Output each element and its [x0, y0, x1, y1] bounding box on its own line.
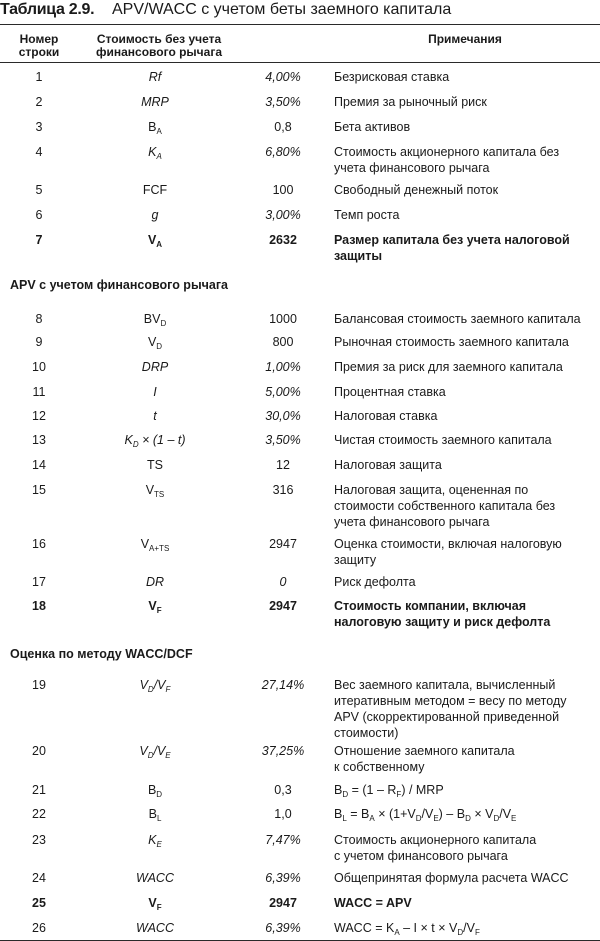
row-value: 6,39% [265, 871, 301, 885]
row-number: 17 [32, 575, 46, 589]
formula-symbol: V [148, 599, 157, 613]
row-value: 100 [272, 183, 294, 197]
row-value: 12 [276, 458, 290, 472]
formula-symbol: V [145, 483, 155, 497]
note-line: учета финансового рычага [334, 515, 490, 529]
formula-subscript: A [156, 127, 162, 136]
row-note [334, 743, 596, 775]
note-text: B [334, 783, 343, 797]
note-text: /V [499, 807, 512, 821]
formula-symbol: DRP [141, 360, 169, 374]
formula-symbol: V [148, 896, 157, 910]
top-rule [0, 24, 600, 25]
row-note [334, 832, 596, 864]
note-subscript: D [342, 790, 349, 799]
row-number: 14 [32, 458, 46, 472]
row-formula [90, 598, 220, 614]
row-formula [90, 574, 220, 590]
formula-subscript: D [156, 790, 163, 799]
row-number: 23 [32, 833, 46, 847]
row-formula [90, 69, 220, 85]
row-formula [90, 311, 220, 327]
row-note [334, 408, 596, 424]
row-note [334, 536, 596, 568]
row-formula [90, 94, 220, 110]
row-note [334, 574, 596, 590]
row-formula [90, 536, 220, 552]
note-line: Свободный денежный поток [334, 183, 499, 197]
row-number: 20 [32, 744, 46, 758]
note-text: ) – B [438, 807, 466, 821]
formula-subscript: F [156, 903, 162, 912]
formula-symbol: DR [145, 575, 165, 589]
formula-subscript: A [156, 240, 163, 249]
note-line: Вес заемного капитала, вычисленный [334, 678, 556, 692]
row-note [334, 207, 596, 223]
note-line: Процентная ставка [334, 385, 446, 399]
note-text: B [334, 807, 343, 821]
row-value: 6,80% [265, 145, 301, 159]
row-number: 25 [32, 896, 46, 910]
row-number: 19 [32, 678, 46, 692]
note-text: × (1+V [374, 807, 416, 821]
row-formula [90, 232, 220, 248]
row-formula [90, 359, 220, 375]
note-subscript: A [394, 928, 400, 937]
row-value: 30,0% [265, 409, 301, 423]
note-line: Общепринятая формула расчета WACC [334, 871, 569, 885]
row-value: 316 [272, 483, 294, 497]
row-number: 2 [35, 95, 43, 109]
note-line: итеративным методом = весу по методу [334, 694, 567, 708]
formula-symbol: V [140, 537, 150, 551]
note-text: WACC = K [334, 921, 395, 935]
row-note [334, 895, 596, 911]
row-note [334, 677, 596, 741]
formula-subscript: TS [154, 490, 165, 499]
row-value: 6,39% [265, 921, 301, 935]
formula-symbol: V [139, 744, 148, 758]
formula-symbol: V [147, 335, 157, 349]
note-line: Безрисковая ставка [334, 70, 450, 84]
formula-subscript: D [160, 319, 167, 328]
header-cost-line2: финансового рычага [96, 45, 222, 59]
note-line: Премия за рыночный риск [334, 95, 487, 109]
row-formula [90, 144, 220, 160]
formula-symbol: K [124, 433, 133, 447]
note-subscript: A [369, 814, 375, 823]
row-number: 7 [35, 233, 43, 247]
note-line: Риск дефолта [334, 575, 416, 589]
formula-symbol: t [153, 409, 157, 423]
formula-symbol: B [147, 783, 157, 797]
row-formula [90, 806, 220, 822]
row-note [334, 94, 596, 110]
note-line: с учетом финансового рычага [334, 849, 508, 863]
row-note [334, 182, 596, 198]
note-line: WACC = APV [334, 896, 412, 910]
note-line: стоимости) [334, 726, 399, 740]
formula-subscript: D [147, 685, 154, 694]
formula-symbol: TS [147, 458, 163, 472]
row-number: 16 [32, 537, 46, 551]
note-text: – I × t × V [399, 921, 458, 935]
note-subscript: D [493, 814, 500, 823]
row-number: 10 [32, 360, 46, 374]
row-number: 8 [35, 312, 43, 326]
formula-symbol: I [153, 385, 157, 399]
note-line: Отношение заемного капитала [334, 744, 515, 758]
header-cost [88, 33, 230, 59]
row-formula [90, 870, 220, 886]
row-number: 21 [32, 783, 46, 797]
header-rule [0, 62, 600, 63]
row-value: 2632 [269, 233, 297, 247]
header-row-number [14, 33, 64, 59]
row-value: 27,14% [261, 678, 305, 692]
row-note [334, 334, 596, 350]
row-formula [90, 482, 220, 498]
row-formula [90, 384, 220, 400]
note-line: Стоимость акционерного капитала [334, 833, 537, 847]
row-note [334, 144, 596, 176]
note-subscript: D [415, 814, 422, 823]
note-line: Темп роста [334, 208, 400, 222]
note-text: = B [346, 807, 370, 821]
note-line: Рыночная стоимость заемного капитала [334, 335, 569, 349]
note-line: Чистая стоимость заемного капитала [334, 433, 552, 447]
row-number: 4 [35, 145, 43, 159]
row-note [334, 432, 596, 448]
note-line: Стоимость акционерного капитала без [334, 145, 560, 159]
note-line: Налоговая защита [334, 458, 442, 472]
row-value: 1,00% [265, 360, 301, 374]
note-text: /V [463, 921, 475, 935]
row-number: 1 [35, 70, 43, 84]
row-value: 1,0 [274, 807, 292, 821]
row-value: 1000 [269, 312, 297, 326]
section-heading-wacc: Оценка по методу WACC/DCF [10, 647, 193, 661]
row-note [334, 782, 596, 798]
note-text: × V [470, 807, 494, 821]
row-note [334, 870, 596, 886]
row-formula [90, 920, 220, 936]
row-number: 3 [35, 120, 43, 134]
note-line: Премия за риск для заемного капитала [334, 360, 563, 374]
row-number: 12 [32, 409, 46, 423]
note-subscript: F [396, 790, 402, 799]
row-note [334, 384, 596, 400]
note-subscript: D [457, 928, 464, 937]
formula-subscript: F [156, 606, 162, 615]
row-value: 2947 [269, 896, 297, 910]
formula-symbol: V [139, 678, 148, 692]
note-line: стоимости собственного капитала без [334, 499, 556, 513]
row-formula [90, 182, 220, 198]
formula-tail: × (1 – t) [138, 433, 186, 447]
row-value: 4,00% [265, 70, 301, 84]
formula-symbol: Rf [148, 70, 162, 84]
note-line: Размер капитала без учета налоговой [334, 233, 570, 247]
section-heading-apv: APV с учетом финансового рычага [10, 278, 228, 292]
row-value: 5,00% [265, 385, 301, 399]
header-row-number-line2: строки [18, 45, 60, 59]
row-formula [90, 432, 220, 448]
note-line: Балансовая стоимость заемного капитала [334, 312, 581, 326]
note-line: Налоговая защита, оцененная по [334, 483, 529, 497]
row-note [334, 598, 596, 630]
formula-symbol: BV [143, 312, 161, 326]
formula-symbol: g [151, 208, 159, 222]
table-title: APV/WACC с учетом беты заемного капитала [112, 1, 452, 18]
formula-tail: /V [153, 678, 166, 692]
row-formula [90, 782, 220, 798]
row-note [334, 806, 596, 822]
note-line: Налоговая ставка [334, 409, 438, 423]
formula-subscript: D [156, 342, 163, 351]
row-number: 24 [32, 871, 46, 885]
table-number: Таблица 2.9. [0, 1, 95, 18]
row-formula [90, 207, 220, 223]
row-formula [90, 119, 220, 135]
row-note [334, 359, 596, 375]
header-row-number-line1: Номер [19, 32, 59, 46]
note-subscript: E [511, 814, 517, 823]
row-note [334, 920, 596, 936]
row-value: 0,3 [274, 783, 292, 797]
note-line: Оценка стоимости, включая налоговую [334, 537, 562, 551]
row-note [334, 69, 596, 85]
formula-subscript: D [147, 751, 154, 760]
note-subscript: E [433, 814, 439, 823]
header-notes: Примечания [428, 32, 502, 46]
row-value: 37,25% [261, 744, 305, 758]
table-caption [0, 0, 600, 24]
note-subscript: L [342, 814, 347, 823]
formula-symbol: K [148, 833, 157, 847]
formula-symbol: FCF [142, 183, 168, 197]
formula-symbol: WACC [136, 871, 174, 885]
row-number: 13 [32, 433, 46, 447]
row-value: 2947 [269, 599, 297, 613]
note-subscript: F [474, 928, 480, 937]
note-text: /V [421, 807, 434, 821]
note-line: Бета активов [334, 120, 411, 134]
note-line: APV (скорректированной приведенной [334, 710, 560, 724]
formula-symbol: V [147, 233, 157, 247]
row-value: 3,50% [265, 95, 301, 109]
header-cost-line1: Стоимость без учета [96, 32, 222, 46]
row-note [334, 232, 596, 264]
formula-symbol: B [148, 120, 157, 134]
row-number: 11 [32, 385, 46, 399]
note-subscript: D [465, 814, 471, 823]
formula-tail: /V [153, 744, 166, 758]
row-value: 3,50% [265, 433, 301, 447]
row-note [334, 482, 596, 530]
formula-symbol: WACC [136, 921, 174, 935]
row-value: 3,00% [265, 208, 301, 222]
row-value: 800 [272, 335, 294, 349]
formula-symbol: K [148, 145, 157, 159]
row-value: 0,8 [274, 120, 292, 134]
note-line: Стоимость компании, включая [334, 599, 526, 613]
row-value: 7,47% [265, 833, 301, 847]
row-value: 2947 [269, 537, 297, 551]
formula-subscript: A+TS [149, 544, 170, 553]
row-formula [90, 832, 220, 848]
formula-subscript: L [156, 814, 162, 823]
row-formula [90, 457, 220, 473]
row-number: 18 [32, 599, 46, 613]
note-line: к собственному [334, 760, 425, 774]
formula-symbol: B [148, 807, 157, 821]
formula-subscript: E [156, 840, 162, 849]
row-value: 0 [279, 575, 287, 589]
row-number: 6 [35, 208, 43, 222]
note-line: налоговую защиту и риск дефолта [334, 615, 551, 629]
formula-subscript: A [156, 152, 162, 161]
note-line: защиту [334, 553, 377, 567]
row-number: 9 [35, 335, 43, 349]
formula-subscript: E [165, 751, 171, 760]
formula-symbol: MRP [141, 95, 169, 109]
row-number: 5 [35, 183, 43, 197]
row-number: 15 [32, 483, 46, 497]
formula-subscript: D [132, 440, 139, 449]
note-line: защиты [334, 249, 383, 263]
row-formula [90, 677, 220, 693]
row-formula [90, 895, 220, 911]
note-line: учета финансового рычага [334, 161, 490, 175]
row-number: 26 [32, 921, 46, 935]
row-formula [90, 743, 220, 759]
row-formula [90, 334, 220, 350]
row-note [334, 119, 596, 135]
row-formula [90, 408, 220, 424]
row-note [334, 311, 596, 327]
row-number: 22 [32, 807, 46, 821]
note-text: ) / MRP [401, 783, 444, 797]
formula-subscript: F [165, 685, 171, 694]
note-text: = (1 – R [348, 783, 397, 797]
row-note [334, 457, 596, 473]
